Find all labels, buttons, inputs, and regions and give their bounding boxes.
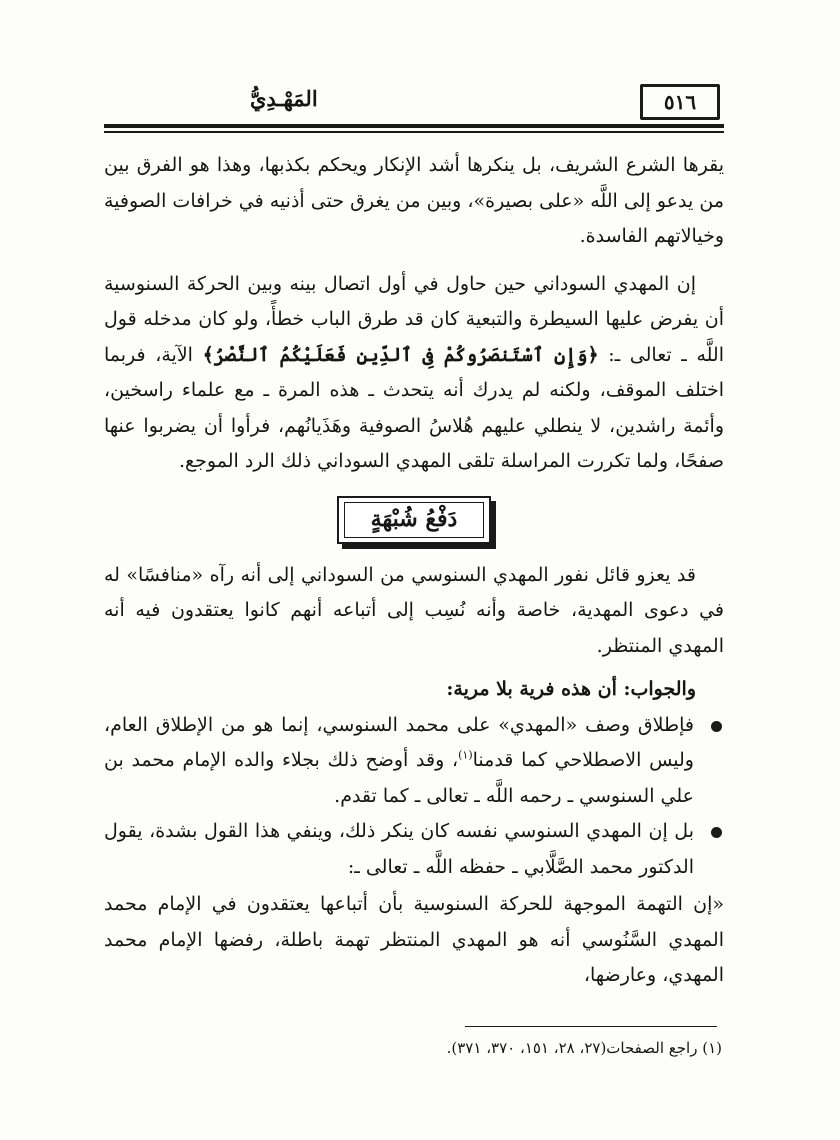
- paragraph-2: [104, 267, 724, 480]
- bullet-item-1: [104, 708, 724, 815]
- paragraph-3: قد يعزو قائل نفور المهدي السنوسي من السوداني إلى أنه رآه «منافسًا» له في دعوى المهدية، خاصة وأنه نُسِب إلى أتباعه أنهم كانوا يعتقدون فيه أنه المهدي المنتظر.: [104, 563, 724, 657]
- paragraph-1: يقرها الشرع الشريف، بل ينكرها أشد الإنكار ويحكم بكذبها، وهذا هو الفرق بين من يدعو إلى اللَّه «على بصيرة»، وبين من يغرق حتى أذنيه في خرافات الصوفية وخيالاتهم الفاسدة.: [104, 154, 724, 247]
- bullet-dot: [711, 721, 722, 732]
- section-heading-box: [337, 496, 491, 544]
- footnote-separator: [465, 1026, 717, 1027]
- quran-verse: ﴿وَإِنِ ٱسْتَنصَرُوكُمْ فِى ٱلدِّينِ فَعَلَيْكُمُ ٱلنَّصْرُ﴾: [202, 343, 599, 366]
- footnote-ref: (١): [458, 748, 473, 762]
- header-rule-thin: [104, 131, 724, 133]
- bullet-1-part-b: ، وقد أوضح ذلك بجلاء والده الإمام محمد بن علي السنوسي ـ رحمه اللَّه ـ تعالى ـ كما تقدم.: [104, 749, 694, 807]
- bullet-1-part-a: فإطلاق وصف «المهدي» على محمد السنوسي، إنما هو من الإطلاق العام، وليس الاصطلاحي كما قدمنا: [104, 713, 694, 771]
- page-number: ٥١٦: [663, 90, 697, 114]
- bullet-item-2: [104, 814, 724, 885]
- paragraph-2-part-b: الآية، فربما اختلف الموقف، ولكنه لم يدرك أنه يتحدث ـ هذه المرة ـ مع علماء راسخين، وأئمة راشدين، لا ينطلي عليهم هُلاسُ الصوفية وهَذَيانُهم، فرأوا أن يضربوا عنها صفحًا، ولما تكررت المراسلة تلقى المهدي السوداني ذلك الرد الموجع.: [104, 343, 724, 472]
- header-rule-thick: [104, 124, 724, 128]
- answer-heading: والجواب: أن هذه فرية بلا مرية:: [446, 678, 696, 700]
- page-number-box: [640, 84, 720, 120]
- body-text: [104, 148, 724, 994]
- section-heading: دَفْعُ شُبْهَةٍ: [370, 505, 458, 532]
- paragraph-2-part-a: إن المهدي السوداني حين حاول في أول اتصال بينه وبين الحركة السنوسية أن يفرض عليها السيطرة والتبعية كان قد طرق الباب خطأً، ولو كان مدخله قول اللَّه ـ تعالى ـ:: [104, 272, 725, 366]
- bullet-dot: [711, 827, 722, 838]
- section-heading-wrap: [104, 496, 724, 544]
- footnote: (١) راجع الصفحات(٢٧، ٢٨، ١٥١، ٣٧٠، ٣٧١).: [446, 1039, 722, 1057]
- quotation-paragraph: «إن التهمة الموجهة للحركة السنوسية بأن أتباعها يعتقدون في الإمام محمد المهدي السَّنُوسي أنه هو المهدي المنتظر تهمة باطلة، رفضها الإمام محمد المهدي، وعارضها،: [104, 893, 724, 986]
- running-title: المَهْـدِيُّ: [250, 86, 318, 111]
- bullet-2-text: بل إن المهدي السنوسي نفسه كان ينكر ذلك، وينفي هذا القول بشدة، يقول الدكتور محمد الصَّلَّابي ـ حفظه اللَّه ـ تعالى ـ:: [104, 820, 694, 878]
